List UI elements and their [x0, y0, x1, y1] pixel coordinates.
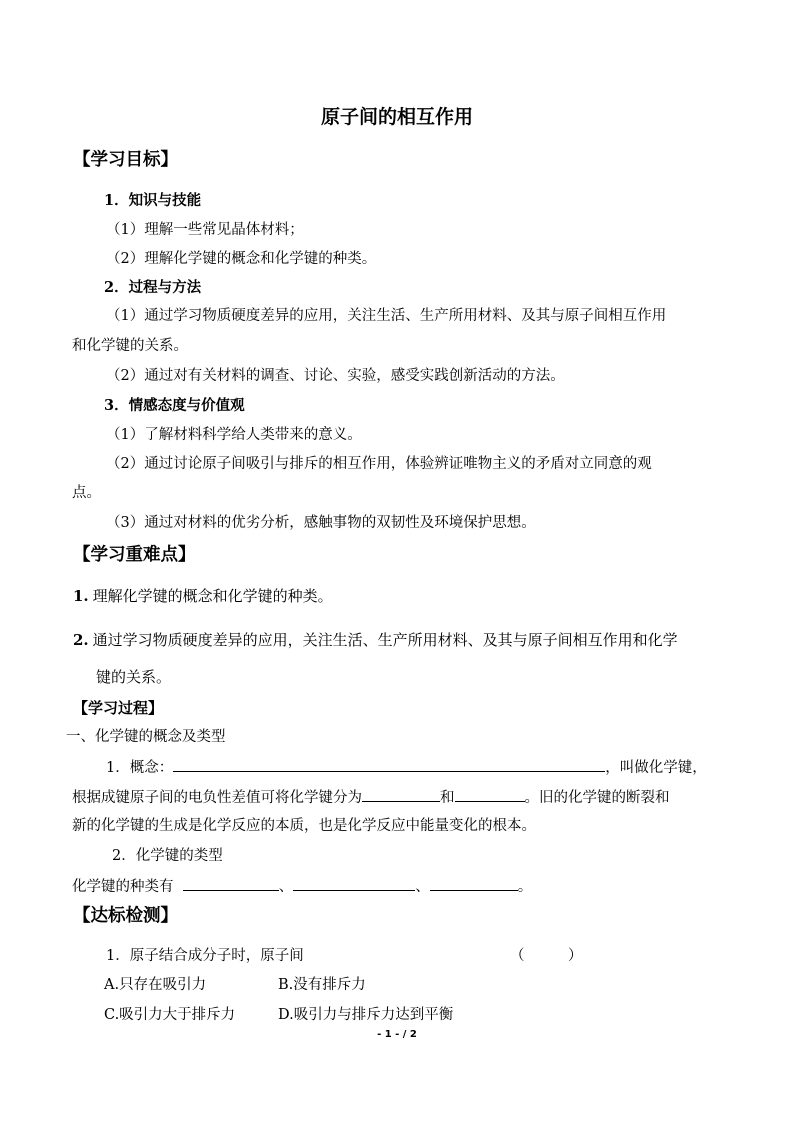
objective-1-item-2: （2）理解化学键的概念和化学键的种类。 — [106, 251, 377, 267]
keypoint-2-cont: 键的关系。 — [96, 668, 172, 686]
process-section-title: 一、化学键的概念及类型 — [66, 729, 226, 745]
question-1-option-d[interactable]: D.吸引力与排斥力达到平衡 — [278, 1007, 454, 1023]
document-title: 原子间的相互作用 — [320, 106, 473, 128]
concept-blank[interactable] — [173, 757, 605, 772]
objective-2-para-1: （1）通过学习物质硬度差异的应用，关注生活、生产所用材料、及其与原子间相互作用 — [106, 308, 667, 324]
keypoint-1-text: 理解化学键的概念和化学键的种类。 — [92, 587, 333, 605]
question-1-option-a[interactable]: A.只存在吸引力 — [104, 977, 207, 993]
keypoint-2-number: 2. — [73, 631, 89, 649]
test-heading: 【达标检测】 — [73, 906, 178, 926]
bond-types-end: 。 — [517, 879, 533, 895]
question-1-answer-bracket[interactable]: （ ） — [510, 948, 583, 964]
concept-suffix: ，叫做化学键， — [605, 760, 707, 776]
objective-3-para-2-cont: 点。 — [72, 485, 101, 501]
objective-2-para-1-cont: 和化学键的关系。 — [72, 338, 188, 354]
keypoints-heading: 【学习重难点】 — [73, 545, 196, 565]
concept-line-3: 新的化学键的生成是化学反应的本质，也是化学反应中能量变化的根本。 — [72, 818, 536, 834]
objective-2-para-2: （2）通过对有关材料的调查、讨论、实验，感受实践创新活动的方法。 — [106, 368, 565, 384]
bond-types-separator-2: 、 — [415, 879, 430, 895]
objectives-heading: 【学习目标】 — [73, 150, 178, 170]
bond-kind-blank-1[interactable] — [183, 876, 279, 891]
objective-1-item-1: （1）理解一些常见晶体材料； — [106, 222, 304, 238]
bond-types-lead: 化学键的种类有 — [72, 879, 174, 895]
concept-line-2 — [72, 787, 670, 808]
question-1-stem: 1．原子结合成分子时，原子间 — [106, 948, 304, 964]
bond-types-separator-1: 、 — [278, 879, 294, 895]
objective-3-para-1: （1）了解材料科学给人类带来的意义。 — [106, 427, 362, 443]
keypoint-2 — [73, 630, 678, 650]
bond-type-blank-2[interactable] — [455, 787, 525, 802]
concept-label: 1．概念： — [106, 760, 174, 776]
concept-and: 和 — [440, 790, 455, 806]
concept-line-1 — [106, 757, 707, 778]
bond-types-title: 2．化学键的类型 — [112, 848, 223, 864]
objective-section-3-title: 3．情感态度与价值观 — [104, 397, 245, 414]
objective-section-1-title: 1．知识与技能 — [104, 192, 202, 209]
objective-3-para-2: （2）通过讨论原子间吸引与排斥的相互作用，体验辨证唯物主义的矛盾对立同意的观 — [106, 456, 652, 472]
concept-line-2-end: 。旧的化学键的断裂和 — [524, 790, 670, 806]
keypoint-2-text: 通过学习物质硬度差异的应用，关注生活、生产所用材料、及其与原子间相互作用和化学 — [92, 631, 678, 649]
keypoint-1-number: 1. — [73, 587, 89, 605]
bond-kind-blank-3[interactable] — [430, 876, 518, 891]
bond-type-blank-1[interactable] — [362, 787, 440, 802]
page-number: - 1 - / 2 — [377, 1029, 417, 1040]
process-heading: 【学习过程】 — [73, 699, 164, 717]
concept-line-2-text: 根据成键原子间的电负性差值可将化学键分为 — [72, 790, 362, 806]
objective-3-para-3: （3）通过对材料的优劣分析，感触事物的双韧性及环境保护思想。 — [106, 515, 536, 531]
objective-section-2-title: 2．过程与方法 — [104, 279, 202, 296]
bond-types-line — [72, 876, 532, 897]
question-1-option-b[interactable]: B.没有排斥力 — [278, 977, 366, 993]
bond-kind-blank-2[interactable] — [293, 876, 415, 891]
question-1-option-c[interactable]: C.吸引力大于排斥力 — [104, 1007, 236, 1023]
keypoint-1 — [73, 586, 333, 606]
